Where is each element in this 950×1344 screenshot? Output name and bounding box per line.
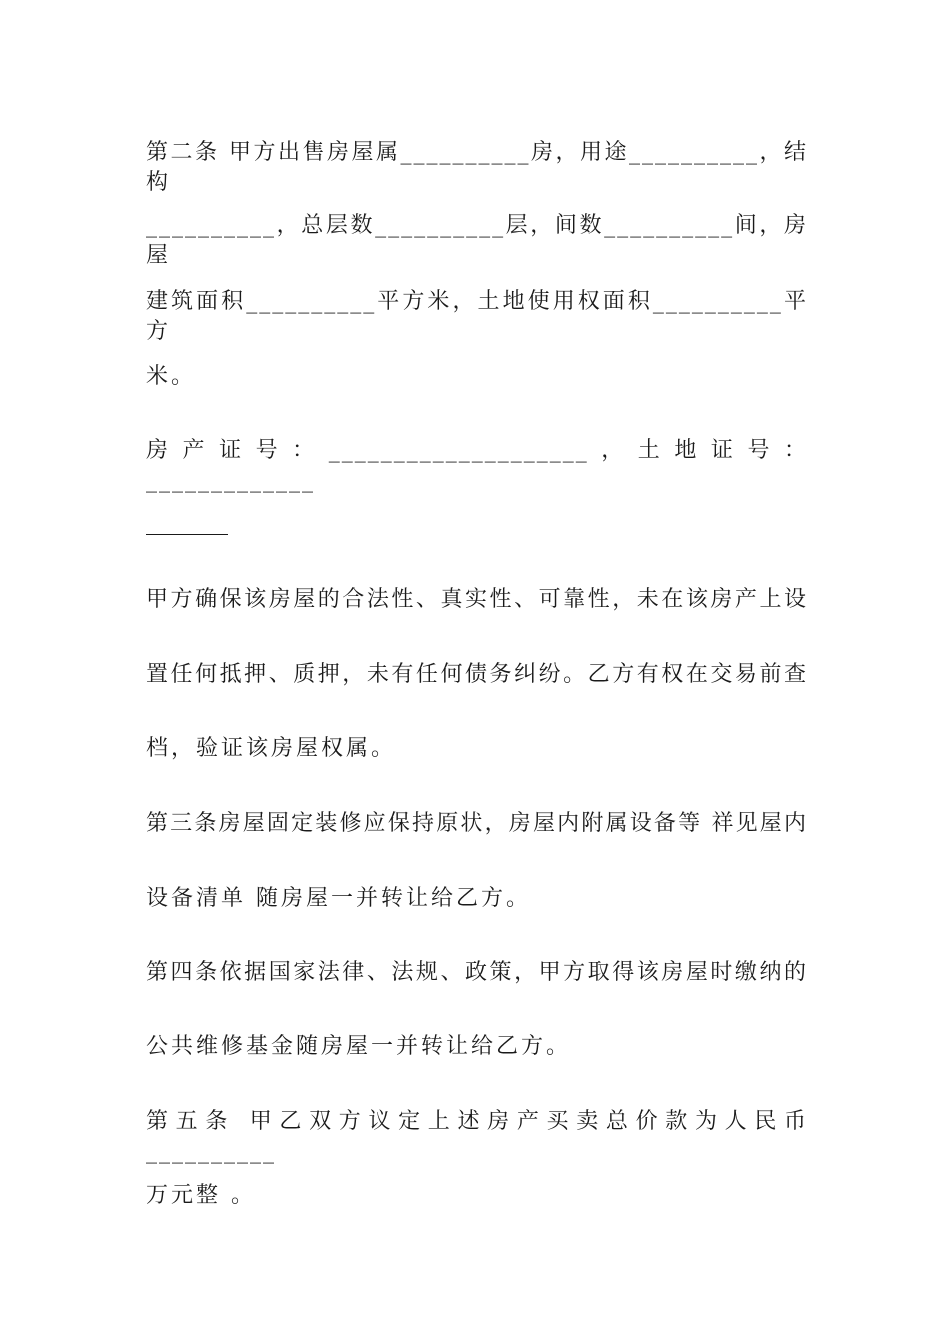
clause-2-line-3: 建筑面积__________平方米，土地使用权面积__________平方 — [146, 289, 808, 344]
clause-3-line-1: 第三条房屋固定装修应保持原状，房屋内附属设备等 祥见屋内 — [146, 811, 808, 836]
clause-4-line-1: 第四条依据国家法律、法规、政策，甲方取得该房屋时缴纳的 — [146, 960, 808, 985]
clause-4-line-2: 公共维修基金随房屋一并转让给乙方。 — [146, 1034, 572, 1059]
guarantee-line-2: 置任何抵押、质押，未有任何债务纠纷。乙方有权在交易前查 — [146, 662, 808, 687]
clause-5-line-1: 第五条 甲乙双方议定上述房产买卖总价款为人民币__________ — [146, 1109, 808, 1164]
clause-2-line-4: 米。 — [146, 364, 197, 389]
guarantee-line-1: 甲方确保该房屋的合法性、真实性、可靠性，未在该房产上设 — [146, 587, 808, 612]
certificate-blank-continuation — [146, 534, 228, 535]
clause-5-line-2: 万元整 。 — [146, 1183, 256, 1208]
clause-3-line-2: 设备清单 随房屋一并转让给乙方。 — [146, 886, 531, 911]
certificate-numbers-line: 房产证号：____________________，土地证号：_____________ — [146, 438, 808, 493]
clause-2-line-1: 第二条 甲方出售房屋属__________房，用途__________，结构 — [146, 140, 808, 195]
clause-2-line-2: __________，总层数__________层，间数__________间，房屋 — [146, 213, 808, 268]
guarantee-line-3: 档，验证该房屋权属。 — [146, 736, 397, 761]
